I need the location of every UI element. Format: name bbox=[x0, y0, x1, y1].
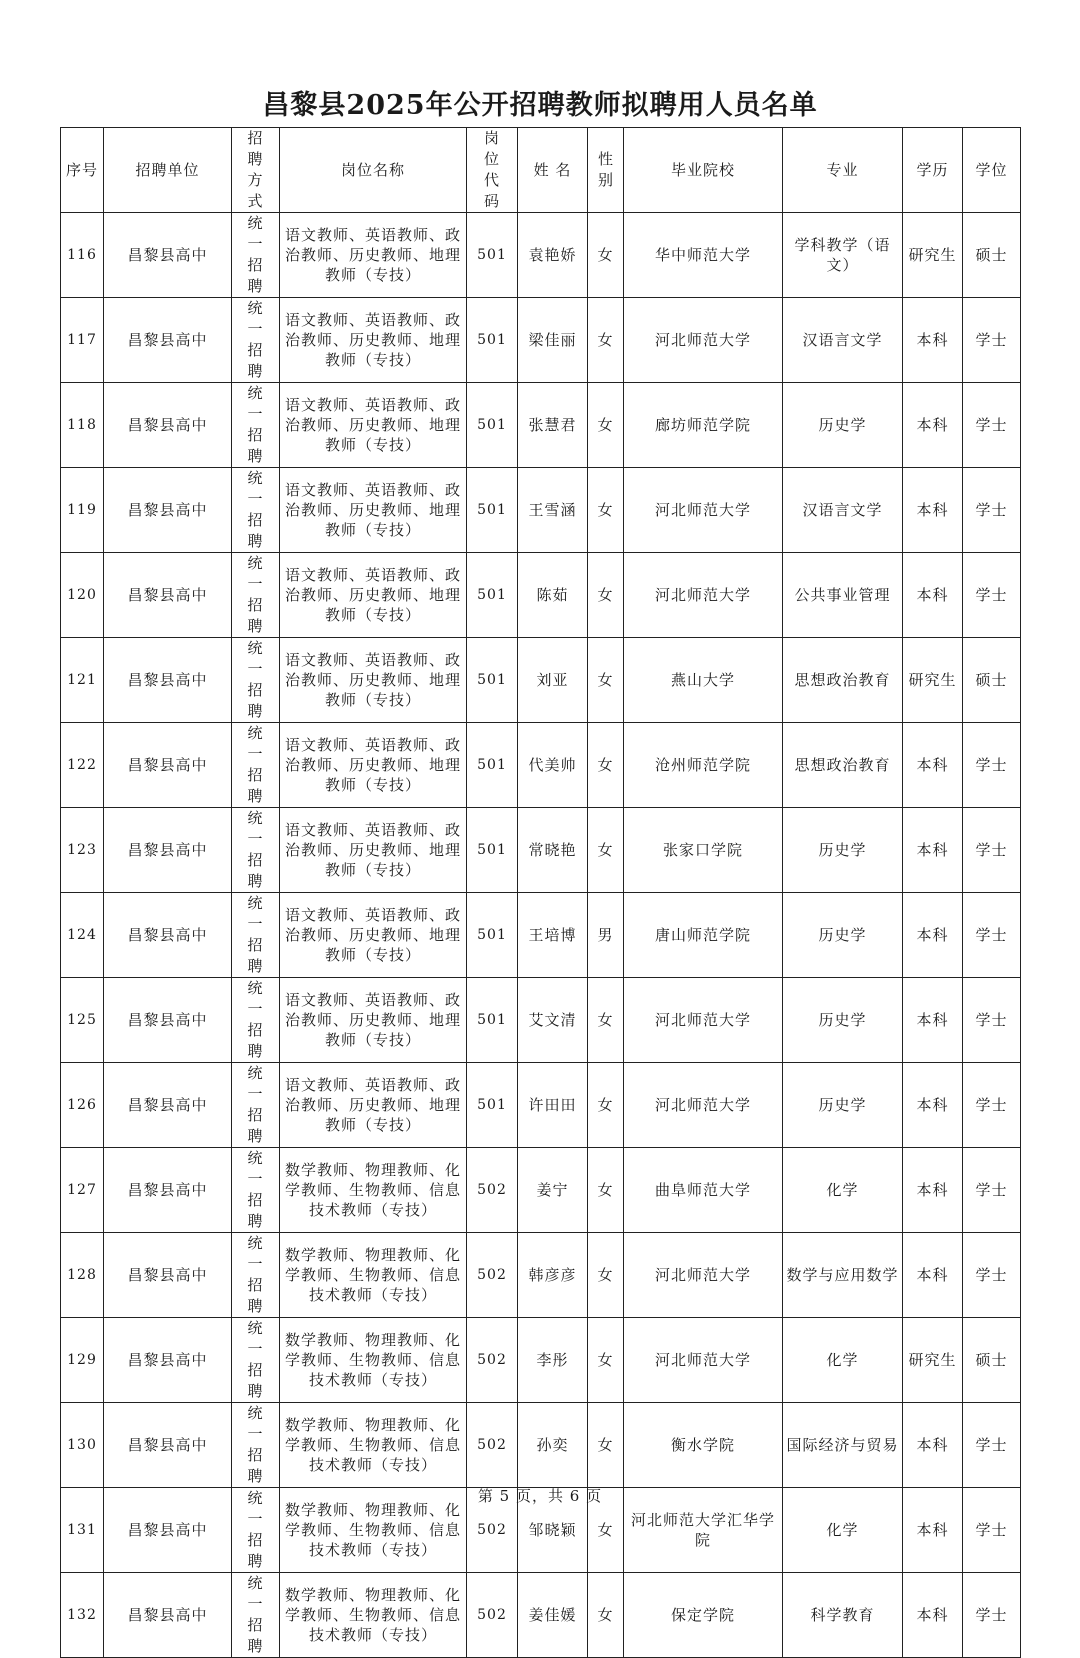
cell-degree: 学士 bbox=[963, 1233, 1021, 1318]
cell-school: 廊坊师范学院 bbox=[624, 383, 783, 468]
cell-code: 501 bbox=[467, 638, 518, 723]
cell-education: 本科 bbox=[903, 808, 963, 893]
table-row bbox=[61, 1318, 1021, 1403]
cell-education: 本科 bbox=[903, 1488, 963, 1573]
cell-method bbox=[232, 468, 280, 553]
cell-no: 118 bbox=[61, 383, 104, 468]
cell-degree: 学士 bbox=[963, 1488, 1021, 1573]
cell-gender: 女 bbox=[588, 553, 624, 638]
cell-education: 研究生 bbox=[903, 213, 963, 298]
cell-unit: 昌黎县高中 bbox=[104, 298, 232, 383]
cell-code: 501 bbox=[467, 808, 518, 893]
cell-name: 艾文清 bbox=[518, 978, 588, 1063]
cell-education: 本科 bbox=[903, 553, 963, 638]
cell-school: 沧州师范学院 bbox=[624, 723, 783, 808]
cell-gender: 女 bbox=[588, 1488, 624, 1573]
header-major: 专业 bbox=[783, 128, 903, 213]
table-row bbox=[61, 1573, 1021, 1658]
cell-method bbox=[232, 1573, 280, 1658]
cell-major: 数学与应用数学 bbox=[783, 1233, 903, 1318]
cell-no: 126 bbox=[61, 1063, 104, 1148]
cell-degree: 学士 bbox=[963, 383, 1021, 468]
cell-unit: 昌黎县高中 bbox=[104, 1318, 232, 1403]
cell-major: 科学教育 bbox=[783, 1573, 903, 1658]
cell-name: 袁艳娇 bbox=[518, 213, 588, 298]
cell-major: 化学 bbox=[783, 1148, 903, 1233]
cell-gender: 女 bbox=[588, 213, 624, 298]
cell-education: 本科 bbox=[903, 1148, 963, 1233]
table-row bbox=[61, 383, 1021, 468]
table-row bbox=[61, 1063, 1021, 1148]
cell-method-text: 统一招聘 bbox=[247, 1064, 264, 1145]
header-degree: 学位 bbox=[963, 128, 1021, 213]
cell-gender: 女 bbox=[588, 1063, 624, 1148]
cell-method-text: 统一招聘 bbox=[247, 1404, 264, 1485]
table-row bbox=[61, 1148, 1021, 1233]
cell-unit: 昌黎县高中 bbox=[104, 808, 232, 893]
cell-no: 116 bbox=[61, 213, 104, 298]
cell-school: 河北师范大学 bbox=[624, 468, 783, 553]
cell-gender: 女 bbox=[588, 383, 624, 468]
cell-unit: 昌黎县高中 bbox=[104, 213, 232, 298]
cell-degree: 学士 bbox=[963, 808, 1021, 893]
cell-gender: 女 bbox=[588, 468, 624, 553]
table-row bbox=[61, 723, 1021, 808]
cell-post: 语文教师、英语教师、政治教师、历史教师、地理教师（专技） bbox=[280, 1063, 467, 1148]
cell-degree: 硕士 bbox=[963, 638, 1021, 723]
cell-major: 学科教学（语文） bbox=[783, 213, 903, 298]
cell-degree: 学士 bbox=[963, 298, 1021, 383]
cell-degree: 学士 bbox=[963, 553, 1021, 638]
cell-education: 本科 bbox=[903, 1063, 963, 1148]
cell-method-text: 统一招聘 bbox=[247, 639, 264, 720]
cell-name: 韩彦彦 bbox=[518, 1233, 588, 1318]
cell-major: 化学 bbox=[783, 1488, 903, 1573]
table-row bbox=[61, 978, 1021, 1063]
cell-method bbox=[232, 1233, 280, 1318]
cell-code: 502 bbox=[467, 1318, 518, 1403]
cell-post: 语文教师、英语教师、政治教师、历史教师、地理教师（专技） bbox=[280, 893, 467, 978]
cell-school: 河北师范大学 bbox=[624, 978, 783, 1063]
cell-degree: 硕士 bbox=[963, 1318, 1021, 1403]
cell-name: 刘亚 bbox=[518, 638, 588, 723]
cell-education: 本科 bbox=[903, 383, 963, 468]
cell-education: 研究生 bbox=[903, 1318, 963, 1403]
cell-education: 本科 bbox=[903, 893, 963, 978]
cell-major: 思想政治教育 bbox=[783, 638, 903, 723]
cell-method bbox=[232, 978, 280, 1063]
cell-degree: 硕士 bbox=[963, 213, 1021, 298]
cell-school: 河北师范大学 bbox=[624, 553, 783, 638]
table-row bbox=[61, 468, 1021, 553]
cell-method bbox=[232, 1403, 280, 1488]
header-unit: 招聘单位 bbox=[104, 128, 232, 213]
cell-major: 历史学 bbox=[783, 383, 903, 468]
cell-no: 119 bbox=[61, 468, 104, 553]
cell-post: 语文教师、英语教师、政治教师、历史教师、地理教师（专技） bbox=[280, 808, 467, 893]
cell-unit: 昌黎县高中 bbox=[104, 468, 232, 553]
cell-gender: 女 bbox=[588, 808, 624, 893]
cell-name: 姜佳媛 bbox=[518, 1573, 588, 1658]
header-code bbox=[467, 128, 518, 213]
cell-post: 数学教师、物理教师、化学教师、生物教师、信息技术教师（专技） bbox=[280, 1233, 467, 1318]
cell-gender: 女 bbox=[588, 1573, 624, 1658]
cell-gender: 女 bbox=[588, 723, 624, 808]
cell-unit: 昌黎县高中 bbox=[104, 638, 232, 723]
cell-method-text: 统一招聘 bbox=[247, 724, 264, 805]
table-row bbox=[61, 213, 1021, 298]
cell-degree: 学士 bbox=[963, 723, 1021, 808]
cell-no: 132 bbox=[61, 1573, 104, 1658]
cell-name: 邹晓颖 bbox=[518, 1488, 588, 1573]
cell-code: 501 bbox=[467, 213, 518, 298]
table-row bbox=[61, 1233, 1021, 1318]
table-row bbox=[61, 1403, 1021, 1488]
cell-name: 张慧君 bbox=[518, 383, 588, 468]
cell-school: 河北师范大学 bbox=[624, 1063, 783, 1148]
cell-unit: 昌黎县高中 bbox=[104, 1233, 232, 1318]
cell-post: 语文教师、英语教师、政治教师、历史教师、地理教师（专技） bbox=[280, 383, 467, 468]
cell-method-text: 统一招聘 bbox=[247, 1234, 264, 1315]
cell-school: 保定学院 bbox=[624, 1573, 783, 1658]
cell-method bbox=[232, 893, 280, 978]
cell-method-text: 统一招聘 bbox=[247, 979, 264, 1060]
cell-no: 125 bbox=[61, 978, 104, 1063]
cell-education: 本科 bbox=[903, 468, 963, 553]
table-body bbox=[61, 213, 1021, 1658]
cell-code: 501 bbox=[467, 468, 518, 553]
cell-method bbox=[232, 808, 280, 893]
cell-degree: 学士 bbox=[963, 468, 1021, 553]
cell-education: 本科 bbox=[903, 978, 963, 1063]
cell-method-text: 统一招聘 bbox=[247, 894, 264, 975]
cell-unit: 昌黎县高中 bbox=[104, 723, 232, 808]
cell-method bbox=[232, 1063, 280, 1148]
cell-name: 许田田 bbox=[518, 1063, 588, 1148]
cell-name: 李彤 bbox=[518, 1318, 588, 1403]
cell-major: 历史学 bbox=[783, 978, 903, 1063]
cell-name: 代美帅 bbox=[518, 723, 588, 808]
cell-major: 公共事业管理 bbox=[783, 553, 903, 638]
cell-gender: 女 bbox=[588, 1318, 624, 1403]
cell-post: 语文教师、英语教师、政治教师、历史教师、地理教师（专技） bbox=[280, 978, 467, 1063]
cell-name: 王培博 bbox=[518, 893, 588, 978]
cell-degree: 学士 bbox=[963, 1573, 1021, 1658]
cell-method-text: 统一招聘 bbox=[247, 299, 264, 380]
cell-school: 河北师范大学 bbox=[624, 1233, 783, 1318]
cell-code: 501 bbox=[467, 723, 518, 808]
page-footer: 第 5 页，共 6 页 bbox=[477, 1487, 603, 1505]
cell-unit: 昌黎县高中 bbox=[104, 383, 232, 468]
cell-method-text: 统一招聘 bbox=[247, 384, 264, 465]
cell-code: 501 bbox=[467, 893, 518, 978]
cell-method bbox=[232, 213, 280, 298]
table-header-row bbox=[61, 128, 1021, 213]
cell-name: 常晓艳 bbox=[518, 808, 588, 893]
cell-method bbox=[232, 383, 280, 468]
cell-method-text: 统一招聘 bbox=[247, 469, 264, 550]
header-name: 姓 名 bbox=[518, 128, 588, 213]
cell-code: 501 bbox=[467, 553, 518, 638]
cell-major: 化学 bbox=[783, 1318, 903, 1403]
cell-code: 501 bbox=[467, 298, 518, 383]
cell-gender: 男 bbox=[588, 893, 624, 978]
cell-post: 语文教师、英语教师、政治教师、历史教师、地理教师（专技） bbox=[280, 638, 467, 723]
cell-no: 128 bbox=[61, 1233, 104, 1318]
cell-post: 数学教师、物理教师、化学教师、生物教师、信息技术教师（专技） bbox=[280, 1318, 467, 1403]
cell-post: 语文教师、英语教师、政治教师、历史教师、地理教师（专技） bbox=[280, 298, 467, 383]
cell-method-text: 统一招聘 bbox=[247, 809, 264, 890]
cell-unit: 昌黎县高中 bbox=[104, 1488, 232, 1573]
cell-school: 衡水学院 bbox=[624, 1403, 783, 1488]
header-gender bbox=[588, 128, 624, 213]
header-method bbox=[232, 128, 280, 213]
cell-major: 历史学 bbox=[783, 1063, 903, 1148]
cell-no: 123 bbox=[61, 808, 104, 893]
cell-no: 129 bbox=[61, 1318, 104, 1403]
table-row bbox=[61, 808, 1021, 893]
cell-no: 124 bbox=[61, 893, 104, 978]
cell-school: 燕山大学 bbox=[624, 638, 783, 723]
cell-school: 河北师范大学汇华学院 bbox=[624, 1488, 783, 1573]
cell-method-text: 统一招聘 bbox=[247, 1149, 264, 1230]
cell-major: 历史学 bbox=[783, 808, 903, 893]
cell-school: 张家口学院 bbox=[624, 808, 783, 893]
cell-education: 本科 bbox=[903, 723, 963, 808]
cell-gender: 女 bbox=[588, 1148, 624, 1233]
cell-method-text: 统一招聘 bbox=[247, 1319, 264, 1400]
cell-gender: 女 bbox=[588, 1403, 624, 1488]
header-education: 学历 bbox=[903, 128, 963, 213]
cell-school: 华中师范大学 bbox=[624, 213, 783, 298]
cell-gender: 女 bbox=[588, 1233, 624, 1318]
cell-education: 本科 bbox=[903, 1233, 963, 1318]
cell-school: 河北师范大学 bbox=[624, 298, 783, 383]
cell-gender: 女 bbox=[588, 978, 624, 1063]
cell-name: 梁佳丽 bbox=[518, 298, 588, 383]
cell-method bbox=[232, 553, 280, 638]
cell-degree: 学士 bbox=[963, 978, 1021, 1063]
cell-code: 502 bbox=[467, 1148, 518, 1233]
cell-post: 数学教师、物理教师、化学教师、生物教师、信息技术教师（专技） bbox=[280, 1488, 467, 1573]
cell-major: 汉语言文学 bbox=[783, 468, 903, 553]
cell-name: 陈茹 bbox=[518, 553, 588, 638]
cell-method-text: 统一招聘 bbox=[247, 1489, 264, 1570]
cell-education: 本科 bbox=[903, 1403, 963, 1488]
cell-unit: 昌黎县高中 bbox=[104, 978, 232, 1063]
cell-name: 姜宁 bbox=[518, 1148, 588, 1233]
cell-method-text: 统一招聘 bbox=[247, 214, 264, 295]
cell-no: 122 bbox=[61, 723, 104, 808]
cell-code: 502 bbox=[467, 1573, 518, 1658]
cell-post: 数学教师、物理教师、化学教师、生物教师、信息技术教师（专技） bbox=[280, 1403, 467, 1488]
cell-no: 121 bbox=[61, 638, 104, 723]
header-no: 序号 bbox=[61, 128, 104, 213]
cell-method bbox=[232, 1318, 280, 1403]
cell-code: 502 bbox=[467, 1488, 518, 1573]
cell-name: 王雪涵 bbox=[518, 468, 588, 553]
cell-post: 语文教师、英语教师、政治教师、历史教师、地理教师（专技） bbox=[280, 468, 467, 553]
cell-degree: 学士 bbox=[963, 893, 1021, 978]
cell-unit: 昌黎县高中 bbox=[104, 1063, 232, 1148]
header-method-label: 招聘方式 bbox=[247, 129, 264, 210]
cell-education: 本科 bbox=[903, 1573, 963, 1658]
header-school: 毕业院校 bbox=[624, 128, 783, 213]
cell-unit: 昌黎县高中 bbox=[104, 1403, 232, 1488]
table-row bbox=[61, 893, 1021, 978]
header-gender-label: 性别 bbox=[598, 150, 615, 189]
cell-code: 502 bbox=[467, 1233, 518, 1318]
table-row bbox=[61, 298, 1021, 383]
cell-degree: 学士 bbox=[963, 1063, 1021, 1148]
header-post: 岗位名称 bbox=[280, 128, 467, 213]
cell-code: 501 bbox=[467, 383, 518, 468]
cell-degree: 学士 bbox=[963, 1403, 1021, 1488]
cell-no: 120 bbox=[61, 553, 104, 638]
cell-post: 语文教师、英语教师、政治教师、历史教师、地理教师（专技） bbox=[280, 553, 467, 638]
cell-no: 127 bbox=[61, 1148, 104, 1233]
cell-method bbox=[232, 298, 280, 383]
cell-major: 国际经济与贸易 bbox=[783, 1403, 903, 1488]
cell-education: 研究生 bbox=[903, 638, 963, 723]
cell-method-text: 统一招聘 bbox=[247, 1574, 264, 1655]
table-row bbox=[61, 553, 1021, 638]
header-code-label: 岗位代码 bbox=[483, 129, 500, 210]
cell-unit: 昌黎县高中 bbox=[104, 893, 232, 978]
cell-method bbox=[232, 1148, 280, 1233]
cell-school: 河北师范大学 bbox=[624, 1318, 783, 1403]
cell-post: 数学教师、物理教师、化学教师、生物教师、信息技术教师（专技） bbox=[280, 1573, 467, 1658]
cell-method bbox=[232, 723, 280, 808]
cell-post: 语文教师、英语教师、政治教师、历史教师、地理教师（专技） bbox=[280, 213, 467, 298]
cell-post: 数学教师、物理教师、化学教师、生物教师、信息技术教师（专技） bbox=[280, 1148, 467, 1233]
table-row bbox=[61, 638, 1021, 723]
cell-code: 501 bbox=[467, 978, 518, 1063]
cell-code: 502 bbox=[467, 1403, 518, 1488]
cell-unit: 昌黎县高中 bbox=[104, 1573, 232, 1658]
roster-table bbox=[60, 127, 1021, 1658]
cell-method-text: 统一招聘 bbox=[247, 554, 264, 635]
cell-no: 117 bbox=[61, 298, 104, 383]
cell-school: 曲阜师范大学 bbox=[624, 1148, 783, 1233]
cell-name: 孙奕 bbox=[518, 1403, 588, 1488]
cell-gender: 女 bbox=[588, 298, 624, 383]
cell-degree: 学士 bbox=[963, 1148, 1021, 1233]
cell-gender: 女 bbox=[588, 638, 624, 723]
cell-major: 汉语言文学 bbox=[783, 298, 903, 383]
cell-major: 历史学 bbox=[783, 893, 903, 978]
cell-code: 501 bbox=[467, 1063, 518, 1148]
cell-education: 本科 bbox=[903, 298, 963, 383]
cell-unit: 昌黎县高中 bbox=[104, 553, 232, 638]
cell-no: 131 bbox=[61, 1488, 104, 1573]
cell-no: 130 bbox=[61, 1403, 104, 1488]
cell-unit: 昌黎县高中 bbox=[104, 1148, 232, 1233]
cell-major: 思想政治教育 bbox=[783, 723, 903, 808]
cell-method bbox=[232, 638, 280, 723]
cell-school: 唐山师范学院 bbox=[624, 893, 783, 978]
page-title: 昌黎县2025年公开招聘教师拟聘用人员名单 bbox=[262, 90, 818, 121]
cell-post: 语文教师、英语教师、政治教师、历史教师、地理教师（专技） bbox=[280, 723, 467, 808]
